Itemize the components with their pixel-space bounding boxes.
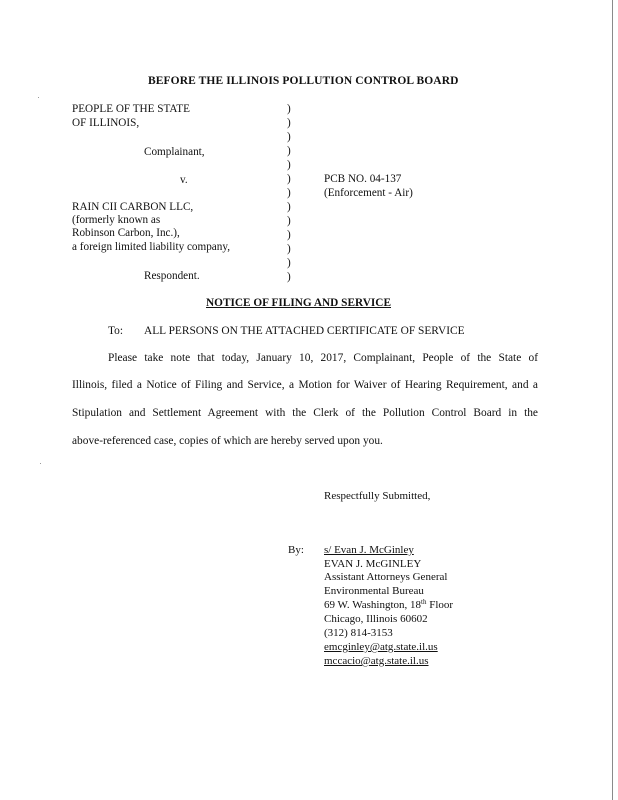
body-line: Illinois, filed a Notice of Filing and Service, a Motion for Waiver of Hearing Requirement, and a: [72, 379, 538, 391]
signer-email-link[interactable]: emcginley@atg.state.il.us: [324, 641, 438, 653]
body-line: above-referenced case, copies of which are hereby served upon you.: [72, 435, 383, 447]
scan-speck: [38, 97, 39, 98]
case-type: (Enforcement - Air): [324, 187, 413, 199]
to-recipients: ALL PERSONS ON THE ATTACHED CERTIFICATE OF SERVICE: [144, 325, 465, 337]
address-floor: Floor: [426, 599, 454, 611]
caption-paren: ): [287, 215, 291, 227]
caption-paren: ): [287, 229, 291, 241]
caption-paren: ): [287, 201, 291, 213]
caption-paren: ): [287, 257, 291, 269]
defendant-line: a foreign limited liability company,: [72, 241, 231, 253]
by-label: By:: [288, 544, 304, 556]
case-number: PCB NO. 04-137: [324, 173, 402, 185]
signer-title: Assistant Attorneys General: [324, 571, 448, 583]
signer-name: EVAN J. McGINLEY: [324, 558, 422, 570]
complainant-label: Complainant,: [144, 146, 205, 158]
closing-text: Respectfully Submitted,: [324, 490, 431, 502]
caption-paren: ): [287, 173, 291, 185]
body-line: Stipulation and Settlement Agreement with the Clerk of the Pollution Control Board in the: [72, 407, 538, 419]
signer-phone: (312) 814-3153: [324, 627, 393, 639]
caption-paren: ): [287, 131, 291, 143]
defendant-line: RAIN CII CARBON LLC,: [72, 201, 194, 213]
defendant-line: Robinson Carbon, Inc.),: [72, 227, 180, 239]
caption-paren: ): [287, 243, 291, 255]
signer-bureau: Environmental Bureau: [324, 585, 424, 597]
signer-address: [324, 600, 453, 611]
signer-email-link[interactable]: mccacio@atg.state.il.us: [324, 655, 429, 667]
body-line: Please take note that today, January 10, 2017, Complainant, People of the State of: [108, 352, 538, 364]
respondent-label: Respondent.: [144, 270, 200, 282]
notice-title: NOTICE OF FILING AND SERVICE: [206, 297, 391, 309]
to-label: To:: [108, 325, 124, 337]
plaintiff-line: OF ILLINOIS,: [72, 117, 140, 129]
caption-paren: ): [287, 271, 291, 283]
caption-paren: ): [287, 159, 291, 171]
defendant-line: (formerly known as: [72, 214, 161, 226]
address-street: 69 W. Washington, 18: [324, 599, 422, 611]
caption-paren: ): [287, 187, 291, 199]
caption-paren: ): [287, 117, 291, 129]
page-edge-line: [612, 0, 613, 800]
board-heading: BEFORE THE ILLINOIS POLLUTION CONTROL BOARD: [148, 75, 459, 87]
plaintiff-line: PEOPLE OF THE STATE: [72, 103, 190, 115]
scan-speck: [40, 463, 41, 464]
electronic-signature: s/ Evan J. McGinley: [324, 544, 414, 556]
versus-label: v.: [180, 174, 188, 186]
address-ordinal: th: [421, 598, 427, 606]
signer-city: Chicago, Illinois 60602: [324, 613, 428, 625]
caption-paren: ): [287, 145, 291, 157]
caption-paren: ): [287, 103, 291, 115]
